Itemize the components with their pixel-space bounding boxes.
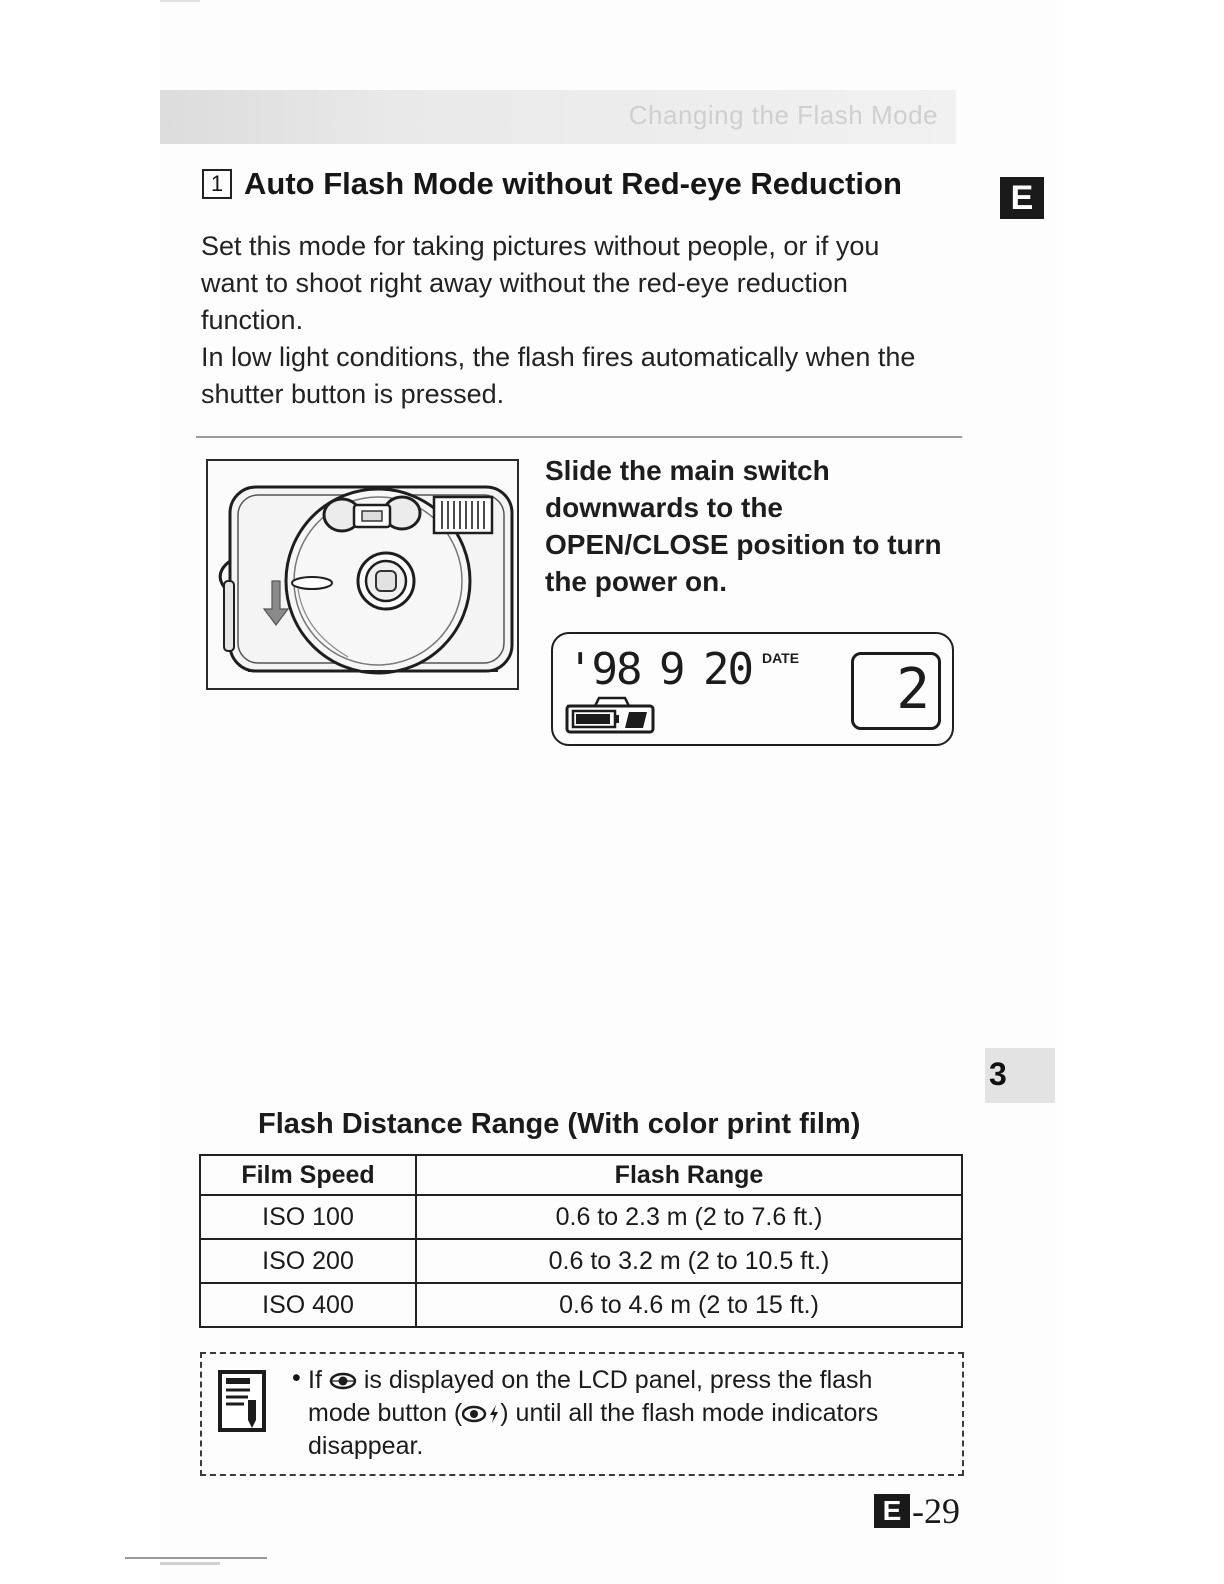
table-header-row — [200, 1155, 962, 1195]
intro-paragraph-1: Set this mode for taking pictures without people, or if you want to shoot right away without the red-eye reduction function. — [201, 231, 880, 335]
cell-flash-range: 0.6 to 2.3 m (2 to 7.6 ft.) — [416, 1195, 962, 1239]
header-flash-range: Flash Range — [416, 1155, 962, 1195]
table-row — [200, 1195, 962, 1239]
lcd-frame-counter: 2 — [851, 652, 941, 730]
running-header — [160, 90, 956, 144]
page-number — [874, 1490, 960, 1532]
header-film-speed: Film Speed — [200, 1155, 416, 1195]
table-row — [200, 1283, 962, 1327]
camera-front-icon — [208, 461, 517, 688]
note-line1-prefix: If — [308, 1366, 322, 1394]
section-title: Auto Flash Mode without Red-eye Reduction — [244, 166, 902, 201]
flash-range-table — [199, 1154, 963, 1328]
red-eye-icon — [462, 1405, 488, 1423]
red-eye-icon — [329, 1372, 357, 1390]
note-text — [308, 1364, 958, 1463]
step-instruction: Slide the main switch downwards to the OPEN/CLOSE position to turn the power on. — [545, 455, 942, 597]
language-badge: E — [1000, 177, 1044, 219]
intro-text — [201, 228, 941, 413]
lcd-year: '98 — [567, 644, 641, 695]
note-line1-suffix: is displayed on the LCD panel, press the flash — [363, 1366, 873, 1394]
running-header-title: Changing the Flash Mode — [628, 100, 938, 130]
section-divider — [196, 436, 962, 438]
cell-flash-range: 0.6 to 4.6 m (2 to 15 ft.) — [416, 1283, 962, 1327]
note-line-3: disappear. — [308, 1432, 424, 1460]
scan-mark — [160, 0, 200, 2]
chapter-number: 3 — [989, 1056, 1007, 1092]
page-number-text: -29 — [912, 1491, 960, 1531]
flash-bolt-icon — [488, 1404, 500, 1424]
note-line-2 — [308, 1397, 958, 1430]
table-row — [200, 1239, 962, 1283]
page-number-badge: E — [874, 1494, 910, 1528]
scan-mark-bottom — [160, 1562, 220, 1565]
cell-film-speed: ISO 100 — [200, 1195, 416, 1239]
cell-flash-range: 0.6 to 3.2 m (2 to 10.5 ft.) — [416, 1239, 962, 1283]
cell-film-speed: ISO 400 — [200, 1283, 416, 1327]
flash-range-table-title: Flash Distance Range (With color print film) — [258, 1108, 861, 1140]
film-cartridge-icon — [565, 692, 657, 734]
note-line2-suffix: ) until all the flash mode indicators — [500, 1399, 879, 1427]
lcd-date-label: DATE — [762, 650, 800, 666]
bottom-rule — [125, 1557, 267, 1559]
note-box — [200, 1352, 964, 1476]
section-number-box: 1 — [202, 169, 232, 199]
lcd-month: 9 — [659, 644, 686, 695]
cell-film-speed: ISO 200 — [200, 1239, 416, 1283]
lcd-panel — [551, 632, 954, 746]
memo-note-icon — [218, 1370, 268, 1434]
lcd-day: 20 — [703, 644, 752, 695]
note-bullet: • — [292, 1364, 301, 1392]
section-heading — [202, 166, 902, 202]
intro-paragraph-2: In low light conditions, the flash fires automatically when the shutter button is pressed. — [201, 342, 916, 409]
note-line-1 — [308, 1364, 958, 1397]
note-line2-prefix: mode button ( — [308, 1399, 463, 1427]
camera-illustration — [206, 459, 519, 690]
